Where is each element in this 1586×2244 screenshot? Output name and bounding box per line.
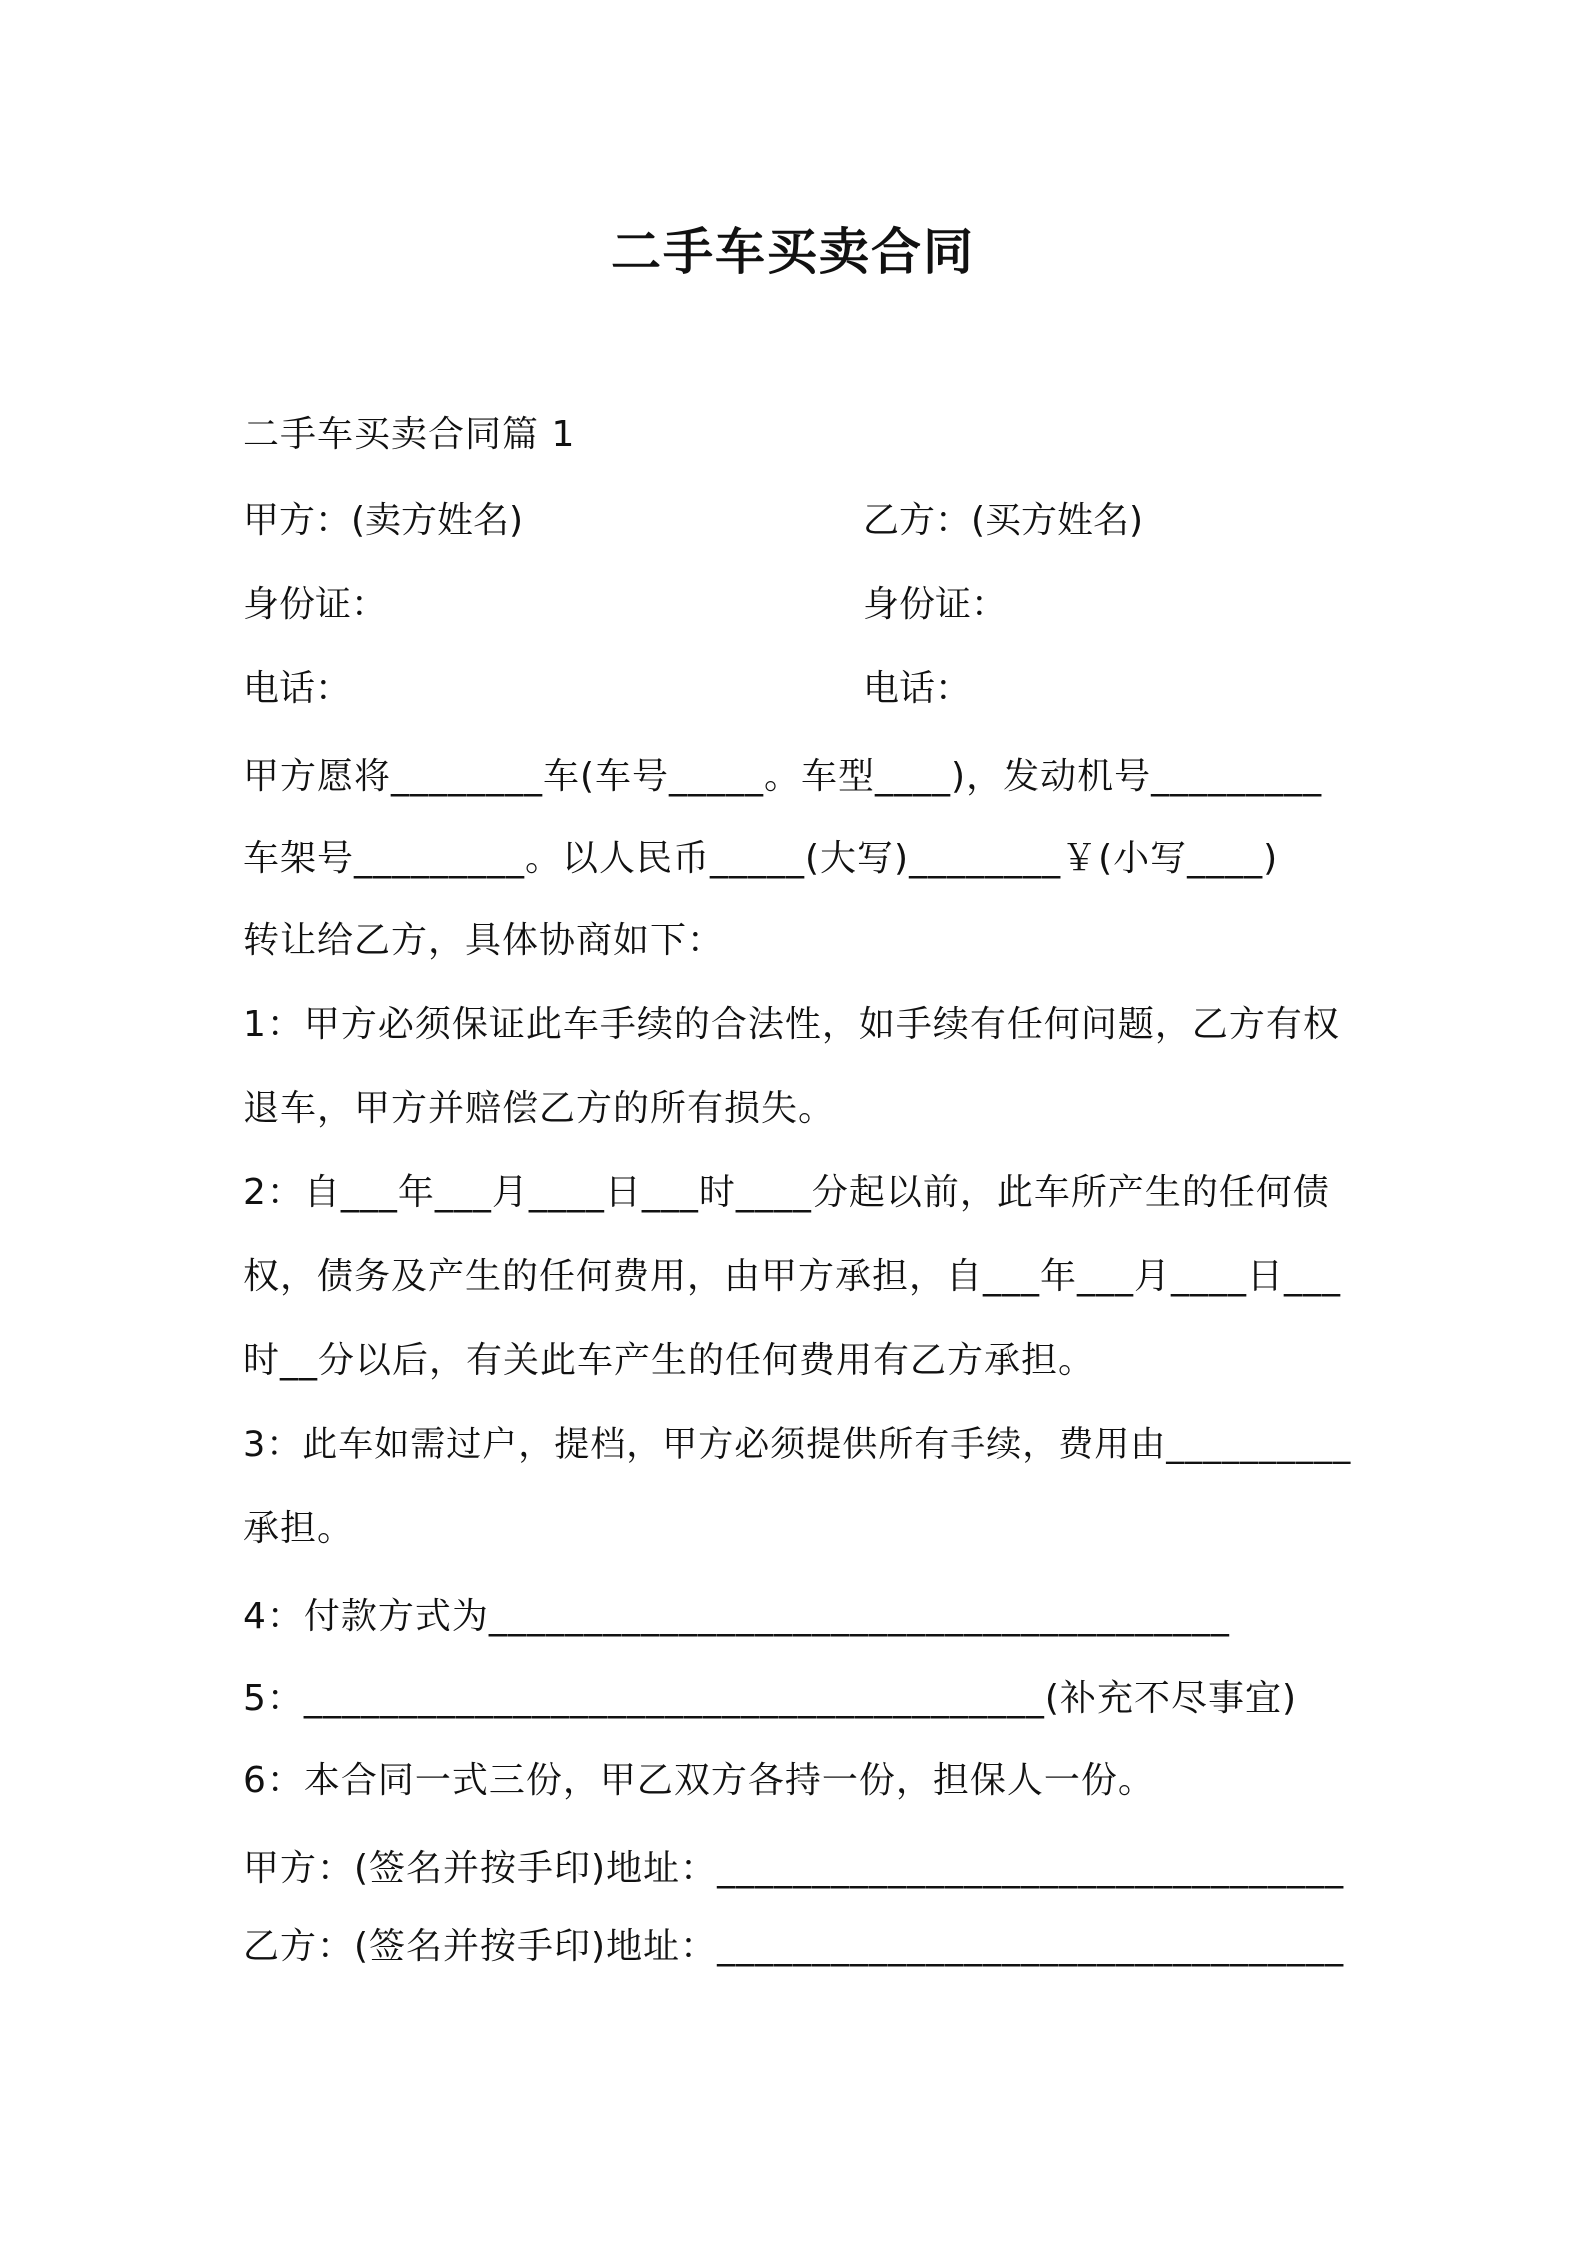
clause-3-line: 承担。	[243, 1508, 355, 1549]
body-line: 转让给乙方，具体协商如下：	[243, 920, 725, 961]
seller-name-label: 甲方：(卖方姓名)	[243, 500, 524, 541]
buyer-phone-label: 电话：	[863, 668, 972, 709]
body-line: 甲方愿将________车(车号_____。车型____)，发动机号_________	[243, 756, 1323, 797]
clause-3-line: 3：此车如需过户，提档，甲方必须提供所有手续，费用由__________	[243, 1425, 1352, 1465]
clause-1-line: 1：甲方必须保证此车手续的合法性，如手续有任何问题，乙方有权	[243, 1004, 1340, 1045]
body-line: 车架号_________。以人民币_____(大写)________￥(小写____)	[243, 838, 1279, 879]
seller-phone-label: 电话：	[243, 668, 352, 709]
section-heading: 二手车买卖合同篇 1	[243, 414, 576, 455]
buyer-name-label: 乙方：(买方姓名)	[863, 500, 1144, 541]
seller-signature-line: 甲方：(签名并按手印)地址：_________________________________	[243, 1848, 1345, 1889]
seller-id-label: 身份证：	[243, 584, 388, 625]
document-title: 二手车买卖合同	[611, 223, 975, 281]
clause-6-line: 6：本合同一式三份，甲乙双方各持一份，担保人一份。	[243, 1760, 1155, 1801]
clause-4-line: 4：付款方式为_______________________________________	[243, 1596, 1230, 1637]
clause-2-line: 时__分以后，有关此车产生的任何费用有乙方承担。	[243, 1340, 1096, 1381]
clause-2-line: 权，债务及产生的任何费用，由甲方承担，自___年___月____日___	[243, 1256, 1342, 1297]
clause-1-line: 退车，甲方并赔偿乙方的所有损失。	[243, 1088, 836, 1129]
buyer-signature-line: 乙方：(签名并按手印)地址：_________________________________	[243, 1926, 1345, 1967]
clause-2-line: 2：自___年___月____日___时____分起以前，此车所产生的任何债	[243, 1172, 1330, 1213]
buyer-id-label: 身份证：	[863, 584, 1008, 625]
clause-5-line: 5：_______________________________________(补充不尽事宜)	[243, 1678, 1297, 1719]
